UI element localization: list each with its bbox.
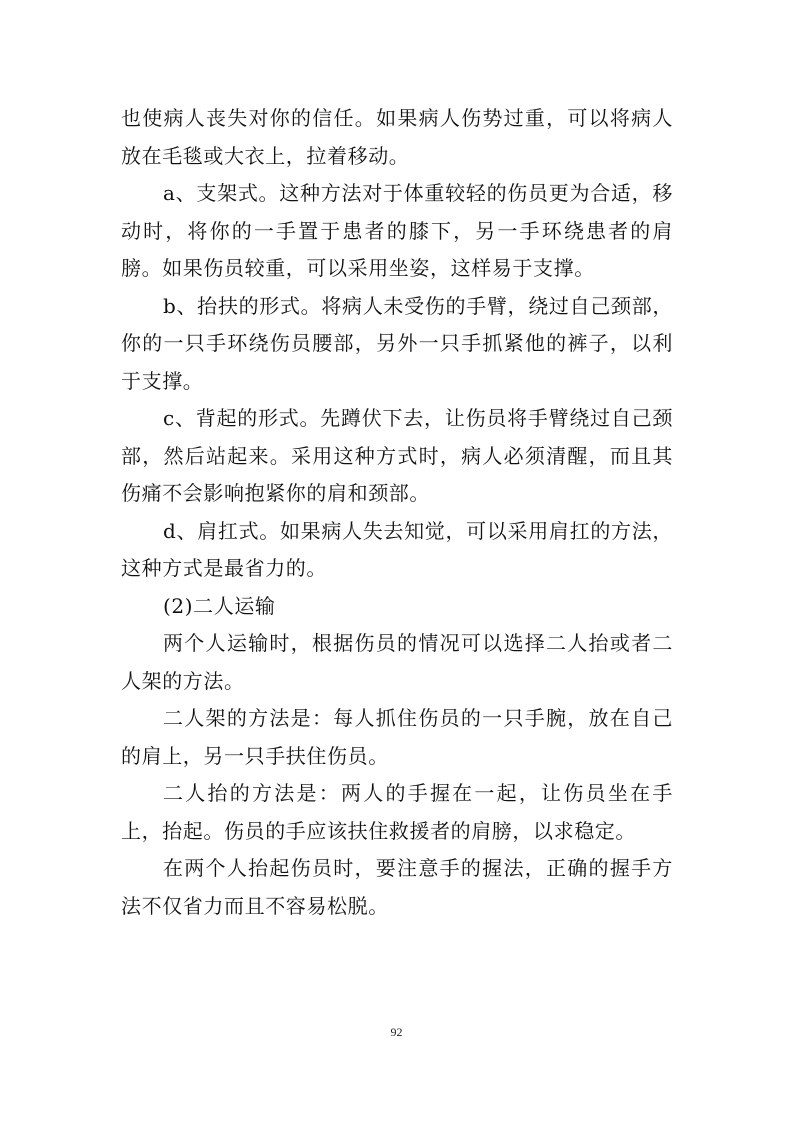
paragraph-piggyback-method: c、背起的形式。先蹲伏下去，让伤员将手臂绕过自己颈部，然后站起来。采用这种方式时，病人必须清醒，而且其伤痛不会影响抱紧你的肩和颈部。 [121, 406, 673, 505]
paragraph-lift-assist-method: b、抬扶的形式。将病人未受伤的手臂，绕过自己颈部，你的一只手环绕伤员腰部，另外一只手抓紧他的裤子，以利于支撑。 [121, 293, 673, 393]
paragraph-support-method: a、支架式。这种方法对于体重较轻的伤员更为合适，移动时，将你的一手置于患者的膝下，另一手环绕患者的肩膀。如果伤员较重，可以采用坐姿，这样易于支撑。 [121, 181, 673, 280]
body-text [121, 100, 673, 925]
paragraph-shoulder-carry-method: d、肩扛式。如果病人失去知觉，可以采用肩扛的方法，这种方式是最省力的。 [121, 518, 673, 580]
paragraph-continuation: 也使病人丧失对你的信任。如果病人伤势过重，可以将病人放在毛毯或大衣上，拉着移动。 [121, 106, 673, 168]
paragraph-two-person-intro: 两个人运输时，根据伤员的情况可以选择二人抬或者二人架的方法。 [121, 631, 673, 693]
page-number: 92 [390, 1025, 403, 1039]
paragraph-two-person-lift: 二人抬的方法是：两人的手握在一起，让伤员坐在手上，抬起。伤员的手应该扶住救援者的肩膀，以求稳定。 [121, 781, 673, 843]
section-heading-two-person-transport: (2)二人运输 [163, 593, 276, 618]
paragraph-grip-note: 在两个人抬起伤员时，要注意手的握法，正确的握手方法不仅省力而且不容易松脱。 [121, 856, 673, 918]
paragraph-two-person-support: 二人架的方法是：每人抓住伤员的一只手腕，放在自己的肩上，另一只手扶住伤员。 [121, 706, 673, 768]
